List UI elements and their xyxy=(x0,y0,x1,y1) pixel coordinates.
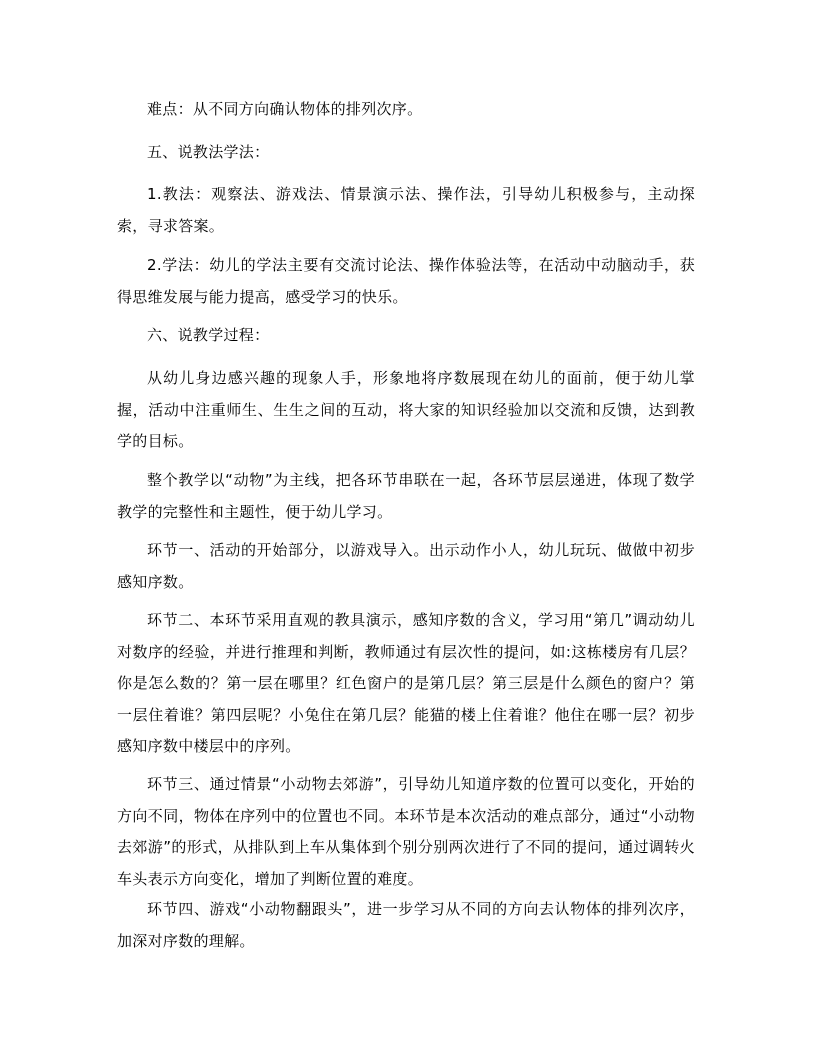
paragraph-stage-one: 环节一、活动的开始部分，以游戏导入。出示动作小人，幼儿玩玩、做做中初步感知序数。 xyxy=(117,541,695,591)
paragraph-difficulty: 难点：从不同方向确认物体的排列次序。 xyxy=(147,100,423,118)
paragraph-learning-method: 2.学法：幼儿的学法主要有交流讨论法、操作体验法等，在活动中动脑动手，获得思维发展与能力提高，感受学习的快乐。 xyxy=(117,256,695,306)
paragraph-main-thread: 整个教学以“动物”为主线，把各环节串联在一起，各环节层层递进，体现了数学教学的完整性和主题性，便于幼儿学习。 xyxy=(117,471,695,521)
paragraph-stage-three: 环节三、通过情景“小动物去郊游”，引导幼儿知道序数的位置可以变化，开始的方向不同，物体在序列中的位置也不同。本环节是本次活动的难点部分，通过“小动物去郊游”的形式，从排队到上车从集体到个别分别两次进行了不同的提问，通过调转火车头表示方向变化，增加了判断位置的难度。 xyxy=(117,775,695,888)
heading-teaching-methods: 五、说教法学法： xyxy=(147,143,270,161)
paragraph-stage-two: 环节二、本环节采用直观的教具演示，感知序数的含义，学习用“第几”调动幼儿对数序的经验，并进行推理和判断，教师通过有层次性的提问，如:这栋楼房有几层？你是怎么数的？第一层在哪里？红色窗户的是第几层？第三层是什么颜色的窗户？第一层住着谁？第四层呢？小兔住在第几层？能猫的楼上住着谁？他住在哪一层？初步感知序数中楼层中的序列。 xyxy=(117,611,695,755)
paragraph-teaching-method: 1.教法：观察法、游戏法、情景演示法、操作法，引导幼儿积极参与，主动探索，寻求答案。 xyxy=(117,185,695,235)
paragraph-process-intro: 从幼儿身边感兴趣的现象人手，形象地将序数展现在幼儿的面前，便于幼儿掌握，活动中注重师生、生生之间的互动，将大家的知识经验加以交流和反馈，达到教学的目标。 xyxy=(117,369,695,450)
heading-teaching-process: 六、说教学过程： xyxy=(147,326,270,344)
paragraph-stage-four: 环节四、游戏“小动物翻跟头”，进一步学习从不同的方向去认物体的排列次序，加深对序数的理解。 xyxy=(117,900,695,950)
